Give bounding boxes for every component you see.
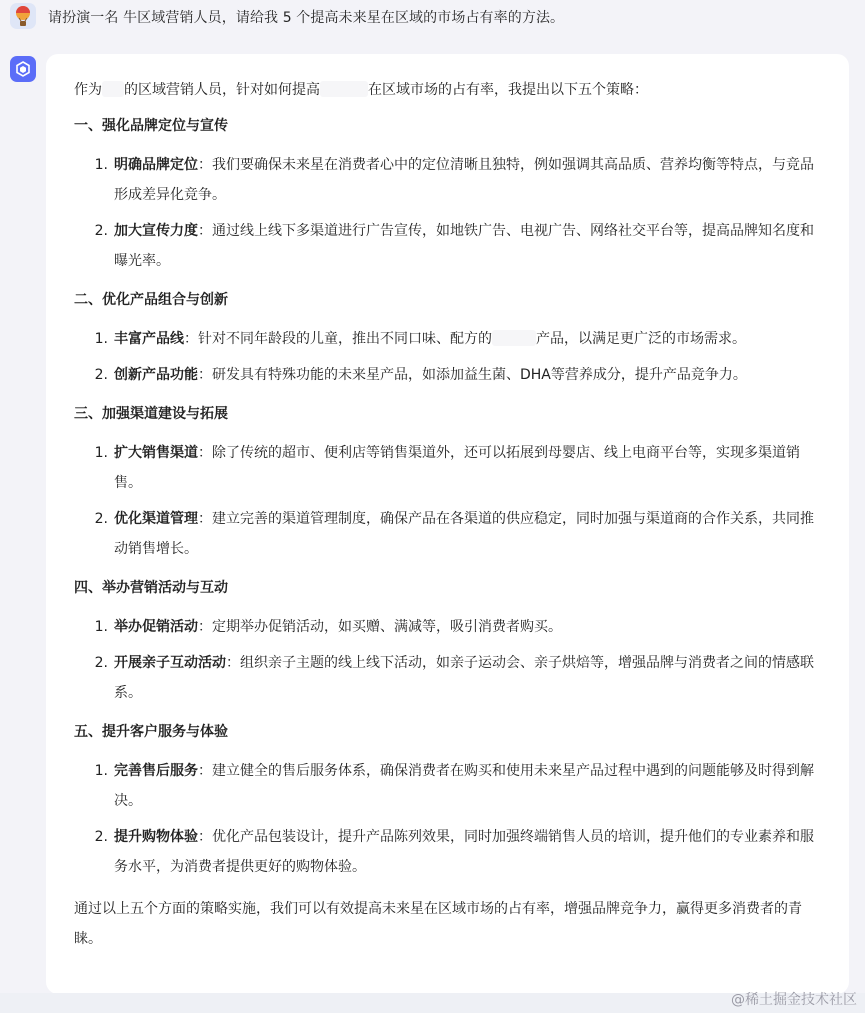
item-text: ：组织亲子主题的线上线下活动，如亲子运动会、亲子烘焙等，增强品牌与消费者之间的情感联系。 — [114, 655, 814, 701]
item-label: 创新产品功能 — [114, 367, 198, 383]
item-body — [114, 360, 824, 390]
user-prompt: 请扮演一名 牛区域营销人员，请给我 5 个提高未来星在区域的市场占有率的方法。 — [48, 10, 565, 26]
list-item — [74, 324, 824, 354]
item-number: 1. — [94, 619, 108, 635]
item-label: 明确品牌定位 — [114, 157, 198, 173]
section-title: 二、优化产品组合与创新 — [74, 292, 228, 308]
item-number: 2. — [94, 367, 108, 383]
section-3 — [74, 404, 824, 564]
intro-text-mid: 的区域营销人员，针对如何提高 — [124, 82, 320, 98]
item-text: ：我们要确保未来星在消费者心中的定位清晰且独特，例如强调其高品质、营养均衡等特点，与竞品形成差异化竞争。 — [114, 157, 814, 203]
item-number: 2. — [94, 511, 108, 527]
section-title: 一、强化品牌定位与宣传 — [74, 118, 228, 134]
item-label: 举办促销活动 — [114, 619, 198, 635]
item-number: 1. — [94, 157, 108, 173]
item-label: 加大宣传力度 — [114, 223, 198, 239]
item-number: 2. — [94, 223, 108, 239]
item-label: 优化渠道管理 — [114, 511, 198, 527]
watermark: @稀土掘金技术社区 — [731, 992, 857, 1008]
item-text: ：建立完善的渠道管理制度，确保产品在各渠道的供应稳定，同时加强与渠道商的合作关系，共同推动销售增长。 — [114, 511, 814, 557]
list-item — [74, 360, 824, 390]
item-label: 丰富产品线 — [114, 331, 184, 347]
answer-conclusion: 通过以上五个方面的策略实施，我们可以有效提高未来星在区域市场的占有率，增强品牌竞争力，赢得更多消费者的青睐。 — [74, 901, 802, 947]
item-number: 1. — [94, 331, 108, 347]
item-text: ：除了传统的超市、便利店等销售渠道外，还可以拓展到母婴店、线上电商平台等，实现多渠道销售。 — [114, 445, 800, 491]
list-item — [74, 648, 824, 708]
item-text: ：建立健全的售后服务体系，确保消费者在购买和使用未来星产品过程中遇到的问题能够及时得到解决。 — [114, 763, 814, 809]
item-number: 1. — [94, 763, 108, 779]
assistant-avatar — [10, 56, 36, 82]
item-body — [114, 648, 824, 708]
redacted-text — [320, 81, 368, 97]
list-item — [74, 438, 824, 498]
item-body — [114, 150, 824, 210]
item-text-pre: ：针对不同年龄段的儿童，推出不同口味、配方的 — [184, 331, 492, 347]
intro-text-pre: 作为 — [74, 82, 102, 98]
item-body — [114, 324, 824, 354]
list-item — [74, 756, 824, 816]
item-label: 开展亲子互动活动 — [114, 655, 226, 671]
cube-logo-icon — [15, 61, 31, 77]
intro-text-post: 在区域市场的占有率，我提出以下五个策略： — [368, 82, 648, 98]
section-5 — [74, 722, 824, 882]
list-item — [74, 150, 824, 210]
item-label: 完善售后服务 — [114, 763, 198, 779]
list-item — [74, 822, 824, 882]
list-item — [74, 504, 824, 564]
item-text: ：研发具有特殊功能的未来星产品，如添加益生菌、DHA等营养成分，提升产品竞争力。 — [198, 367, 747, 383]
redacted-text — [102, 81, 124, 97]
item-label: 扩大销售渠道 — [114, 445, 198, 461]
section-4 — [74, 578, 824, 708]
assistant-answer-card — [46, 54, 849, 994]
item-text-post: 产品，以满足更广泛的市场需求。 — [536, 331, 746, 347]
item-body — [114, 756, 824, 816]
answer-intro — [74, 80, 824, 100]
item-text: ：优化产品包装设计，提升产品陈列效果，同时加强终端销售人员的培训，提升他们的专业素养和服务水平，为消费者提供更好的购物体验。 — [114, 829, 814, 875]
list-item — [74, 216, 824, 276]
user-avatar — [10, 3, 36, 29]
item-text: ：定期举办促销活动，如买赠、满减等，吸引消费者购买。 — [198, 619, 562, 635]
item-number: 2. — [94, 655, 108, 671]
item-body — [114, 822, 824, 882]
section-title: 五、提升客户服务与体验 — [74, 724, 228, 740]
item-number: 2. — [94, 829, 108, 845]
item-text: ：通过线上线下多渠道进行广告宣传，如地铁广告、电视广告、网络社交平台等，提高品牌知名度和曝光率。 — [114, 223, 814, 269]
user-message — [0, 0, 865, 34]
item-label: 提升购物体验 — [114, 829, 198, 845]
item-body — [114, 216, 824, 276]
item-body — [114, 504, 824, 564]
list-item — [74, 612, 824, 642]
hot-air-balloon-icon — [10, 3, 36, 29]
item-body — [114, 612, 824, 642]
section-title: 三、加强渠道建设与拓展 — [74, 406, 228, 422]
section-1 — [74, 116, 824, 276]
item-body — [114, 438, 824, 498]
section-2 — [74, 290, 824, 390]
section-title: 四、举办营销活动与互动 — [74, 580, 228, 596]
redacted-text — [492, 330, 536, 346]
item-number: 1. — [94, 445, 108, 461]
